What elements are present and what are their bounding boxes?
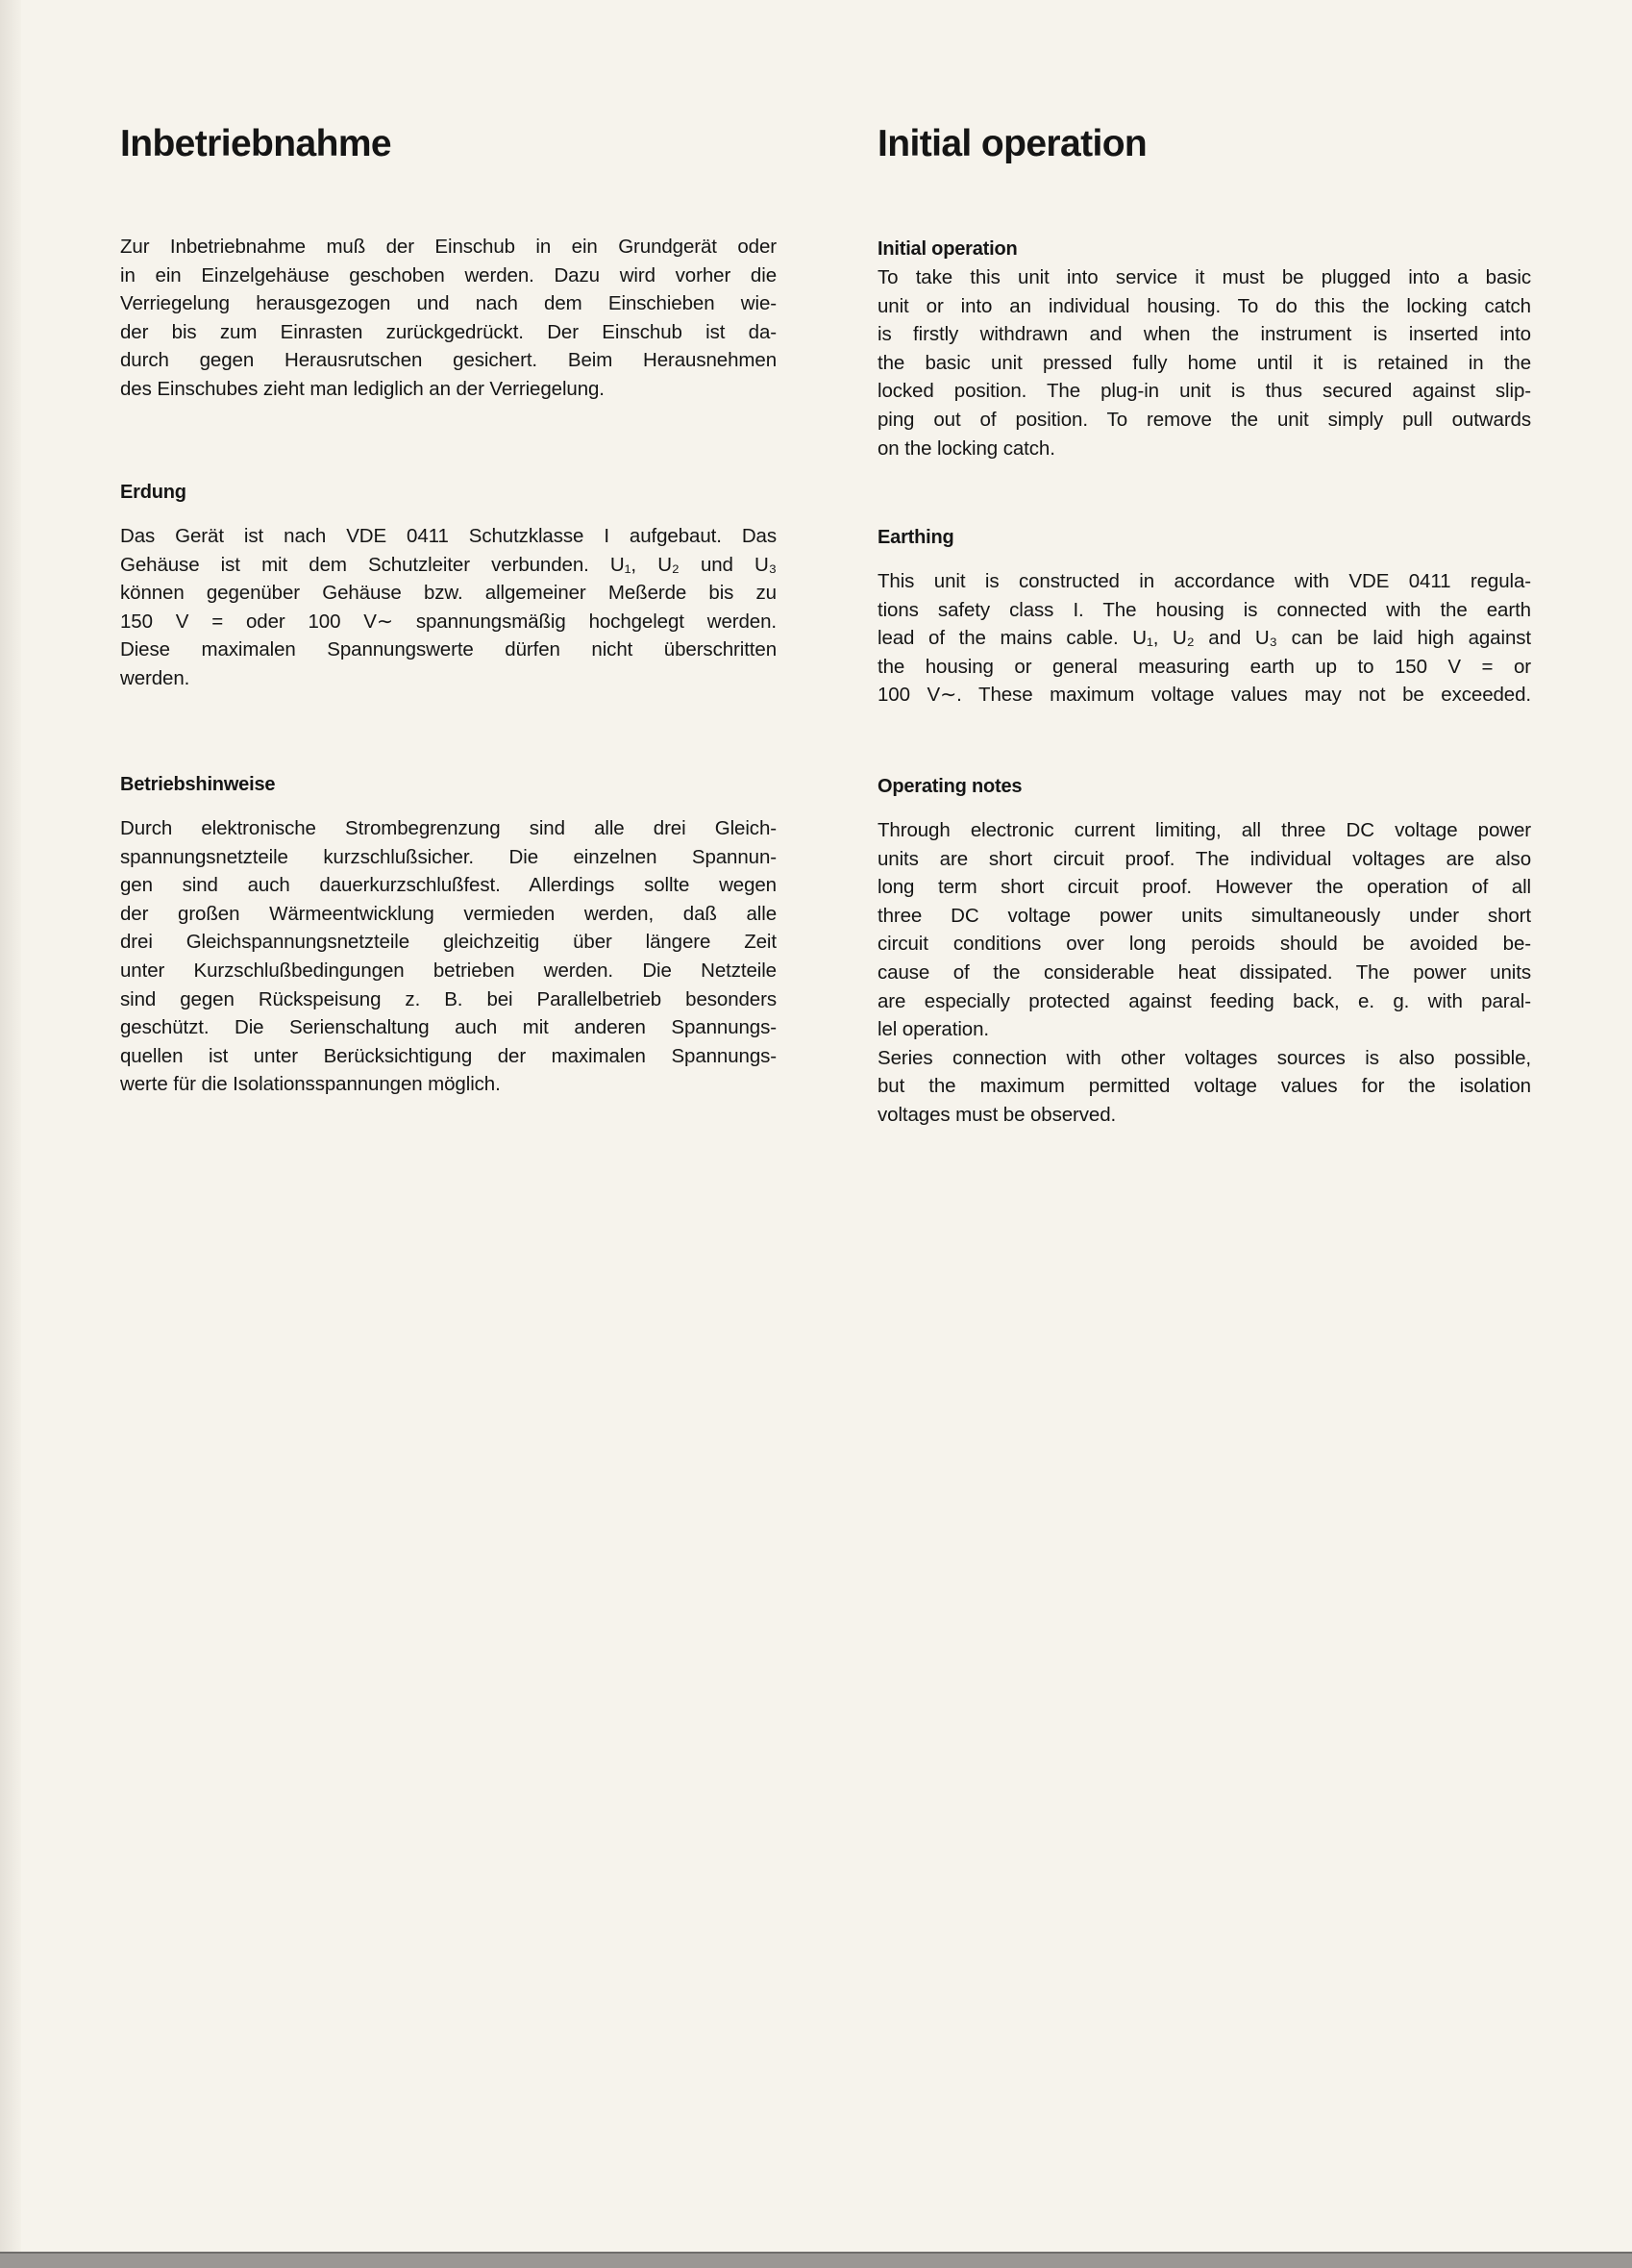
section-heading: Initial operation: [878, 238, 1018, 260]
section-body: Durch elektronische Strombegrenzung sind alle drei Gleich- spannungsnetzteile kurzschlußsicher. Die einzelnen Spannun- gen sind auch dauerkurzschlußfest. Allerdings sollte wegen der großen Wärmeentwicklung vermieden werden, daß alle drei Gleichspannungsnetzteile gleichzeitig über längere Zeit unter Kurzschlußbedingungen betrieben werden. Die Netzteile sind gegen Rückspeisung z. B. bei Parallelbetrieb besonders geschützt. Die Serienschaltung auch mit anderen Spannungs- quellen ist unter Berücksichtigung der maximalen Spannungs- werte für die Isolationsspannungen möglich.: [120, 817, 777, 1096]
section-heading: Betriebshinweise: [120, 774, 276, 795]
section-body: Das Gerät ist nach VDE 0411 Schutzklasse I aufgebaut. Das Gehäuse ist mit dem Schutzleiter verbunden. U₁, U₂ und U₃ können gegenüber Gehäuse bzw. allgemeiner Meßerde bis zu 150 V = oder 100 V∼ spannungsmäßig hochgelegt werden. Diese maximalen Spannungswerte dürfen nicht überschritten werden.: [120, 525, 777, 689]
section-earthing: [878, 523, 1531, 710]
section-body: This unit is constructed in accordance with VDE 0411 regula- tions safety class I. The housing is connected with the earth lead of the mains cable. U₁, U₂ and U₃ can be laid high against the housing or general measuring earth up to 150 V = or 100 V∼. These maximum voltage values may not be exceeded.: [878, 570, 1531, 707]
section-body: Zur Inbetriebnahme muß der Einschub in ein Grundgerät oder in ein Einzelgehäuse geschoben werden. Dazu wird vorher die Verriegelung herausgezogen und nach dem Einschieben wie- der bis zum Einrasten zurückgedrückt. Der Einschub ist da- durch gegen Herausrutschen gesichert. Beim Herausnehmen des Einschubes zieht man lediglich an der Verriegelung.: [120, 236, 777, 400]
section-body: Through electronic current limiting, all three DC voltage power units are short circuit proof. The individual voltages are also long term short circuit proof. However the operation of all three DC voltage power units simultaneously under short circuit conditions over long peroids should be avoided be- cause of the considerable heat dissipated. The power units are especially protected against feeding back, e. g. with paral- lel operation. Series connection with other voltages sources is also possible, but the maximum permitted voltage values for the isolation voltages must be observed.: [878, 819, 1531, 1126]
scan-bottom-edge: [0, 2252, 1632, 2268]
section-betriebshinweise: [120, 770, 777, 1099]
scan-left-edge: [0, 0, 21, 2252]
section-initial-operation: [878, 235, 1531, 462]
section-heading: Operating notes: [878, 776, 1023, 797]
section-body: To take this unit into service it must be plugged into a basic unit or into an individual housing. To do this the locking catch is firstly withdrawn and when the instrument is inserted into the basic unit pressed fully home until it is retained in the locked position. The plug-in unit is thus secured against slip- ping out of position. To remove the unit simply pull outwards on the locking catch.: [878, 266, 1531, 460]
page-title-german: Inbetriebnahme: [120, 123, 391, 164]
page-title-english: Initial operation: [878, 123, 1148, 164]
section-operating-notes: [878, 772, 1531, 1130]
section-intro-german: [120, 233, 777, 404]
section-heading: Earthing: [878, 527, 954, 548]
section-erdung: [120, 478, 777, 693]
section-heading: Erdung: [120, 482, 186, 503]
